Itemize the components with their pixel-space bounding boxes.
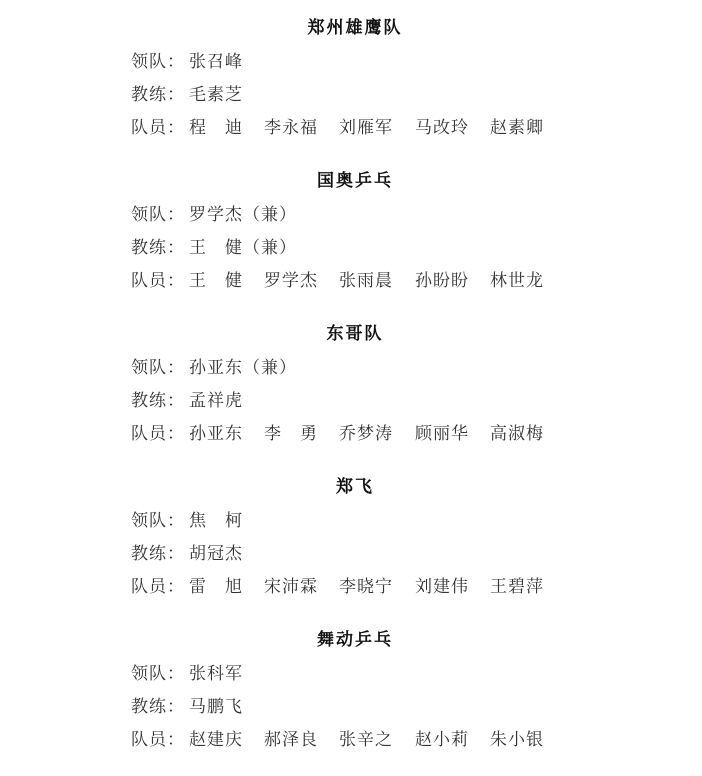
coach-label: 教练：: [131, 544, 185, 564]
leader-row: [131, 659, 243, 684]
coach-row: [131, 233, 297, 258]
team-title: 国奥乒乓: [317, 171, 393, 191]
member-name: 宋沛霖: [264, 577, 318, 597]
member-name: 雷 旭: [189, 577, 243, 597]
team-title: 东哥队: [326, 324, 384, 344]
coach-name: 孟祥虎: [189, 391, 243, 411]
leader-label: 领队：: [131, 52, 185, 72]
member-name: 顾丽华: [415, 424, 469, 444]
members-row: [131, 113, 551, 137]
members-row: [131, 419, 551, 443]
members-label: 队员：: [131, 118, 185, 138]
leader-name: 焦 柯: [189, 511, 243, 531]
member-name: 程 迪: [189, 118, 243, 138]
member-name: 乔梦涛: [339, 424, 393, 444]
member-name: 郝泽良: [264, 730, 318, 750]
leader-label: 领队：: [131, 511, 185, 531]
leader-label: 领队：: [131, 205, 185, 225]
member-name: 赵建庆: [189, 730, 243, 750]
member-name: 王碧萍: [490, 577, 544, 597]
coach-row: [131, 80, 243, 105]
team-title: 舞动乒乓: [317, 630, 393, 650]
coach-name: 胡冠杰: [189, 544, 243, 564]
member-name: 李 勇: [264, 424, 318, 444]
members-row: [131, 572, 551, 596]
leader-label: 领队：: [131, 358, 185, 378]
members-row: [131, 725, 551, 749]
members-label: 队员：: [131, 271, 185, 291]
team-title: 郑飞: [336, 477, 374, 497]
coach-label: 教练：: [131, 391, 185, 411]
leader-row: [131, 47, 243, 72]
members-label: 队员：: [131, 730, 185, 750]
member-name: 孙亚东: [189, 424, 243, 444]
member-name: 张辛之: [339, 730, 393, 750]
member-name: 高淑梅: [490, 424, 544, 444]
member-name: 王 健: [189, 271, 243, 291]
coach-name: 毛素芝: [189, 85, 243, 105]
coach-name: 王 健（兼）: [189, 238, 297, 258]
member-name: 李永福: [264, 118, 318, 138]
member-name: 朱小银: [490, 730, 544, 750]
coach-row: [131, 386, 243, 411]
coach-row: [131, 539, 243, 564]
leader-name: 罗学杰（兼）: [189, 205, 297, 225]
member-name: 马改玲: [415, 118, 469, 138]
coach-name: 马鹏飞: [189, 697, 243, 717]
coach-label: 教练：: [131, 85, 185, 105]
member-name: 罗学杰: [264, 271, 318, 291]
member-name: 李晓宁: [339, 577, 393, 597]
member-name: 孙盼盼: [415, 271, 469, 291]
member-name: 张雨晨: [339, 271, 393, 291]
coach-label: 教练：: [131, 697, 185, 717]
coach-row: [131, 692, 243, 717]
coach-label: 教练：: [131, 238, 185, 258]
members-label: 队员：: [131, 424, 185, 444]
leader-name: 张召峰: [189, 52, 243, 72]
leader-label: 领队：: [131, 664, 185, 684]
members-label: 队员：: [131, 577, 185, 597]
leader-name: 张科军: [189, 664, 243, 684]
member-name: 林世龙: [490, 271, 544, 291]
member-name: 刘雁军: [339, 118, 393, 138]
team-title: 郑州雄鹰队: [307, 18, 403, 38]
leader-row: [131, 200, 297, 225]
member-name: 刘建伟: [415, 577, 469, 597]
leader-row: [131, 353, 297, 378]
members-row: [131, 266, 551, 290]
leader-name: 孙亚东（兼）: [189, 358, 297, 378]
member-name: 赵素卿: [490, 118, 544, 138]
leader-row: [131, 506, 243, 531]
member-name: 赵小莉: [415, 730, 469, 750]
